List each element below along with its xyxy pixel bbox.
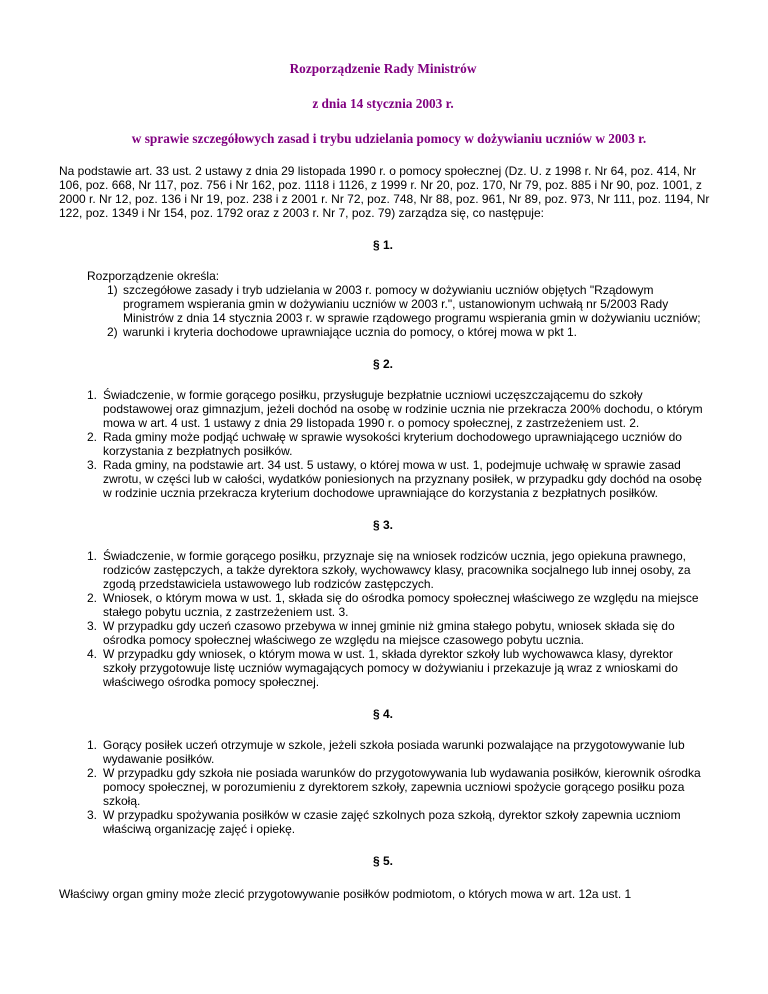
section-4-list xyxy=(59,738,707,836)
list-item xyxy=(87,647,707,689)
section-3-list xyxy=(59,549,707,689)
item-number: 3. xyxy=(87,619,98,633)
list-item xyxy=(107,325,707,339)
section-title-1: § 1. xyxy=(372,238,393,252)
list-item xyxy=(87,808,707,836)
list-item xyxy=(87,591,707,619)
item-number: 1. xyxy=(87,388,98,402)
section-title-4: § 4. xyxy=(372,707,393,721)
item-number: 3. xyxy=(87,458,98,472)
section-title-3: § 3. xyxy=(372,518,393,532)
item-number: 2. xyxy=(87,430,98,444)
section-1-intro: Rozporządzenie określa: xyxy=(87,269,220,283)
document-subject: w sprawie szczegółowych zasad i trybu udzielania pomocy w dożywianiu uczniów w 2003 r. xyxy=(131,131,647,146)
item-number: 3. xyxy=(87,808,98,822)
section-title-5: § 5. xyxy=(372,854,393,868)
item-text: Gorący posiłek uczeń otrzymuje w szkole, jeżeli szkoła posiada warunki pozwalające na przygotowywanie lub wydawanie posiłków. xyxy=(103,738,685,766)
item-text: W przypadku spożywania posiłków w czasie zajęć szkolnych poza szkołą, dyrektor szkoły zapewnia uczniom właściwą organizację zajęć i opiekę. xyxy=(103,808,681,836)
item-text: szczegółowe zasady i tryb udzielania w 2003 r. pomocy w dożywianiu uczniów objętych "Rządowym programem wspierania gmin w dożywianiu uczniów w 2003 r.", ustanowionym uchwałą nr 5/2003 Rady Ministrów z dnia 14 stycznia 2003 r. w sprawie rządowego programu wspierania gmin w dożywianiu uczniów; xyxy=(123,283,701,325)
item-number: 1. xyxy=(87,738,98,752)
item-number: 1) xyxy=(107,283,118,297)
item-text: warunki i kryteria dochodowe uprawniające ucznia do pomocy, o której mowa w pkt 1. xyxy=(123,325,577,339)
list-item xyxy=(107,283,707,325)
preamble: Na podstawie art. 33 ust. 2 ustawy z dnia 29 listopada 1990 r. o pomocy społecznej (Dz. U. z 1998 r. Nr 64, poz. 414, Nr 106, poz. 668, Nr 117, poz. 756 i Nr 162, poz. 1118 i 1126, z 1999 r. Nr 20, poz. 170, Nr 79, poz. 885 i Nr 90, poz. 1001, z 2000 r. Nr 12, poz. 136 i Nr 19, poz. 238 i z 2001 r. Nr 72, poz. 748, Nr 88, poz. 961, Nr 89, poz. 973, Nr 111, poz. 1194, Nr 122, poz. 1349 i Nr 154, poz. 1792 oraz z 2003 r. Nr 7, poz. 79) zarządza się, co następuje: xyxy=(59,164,710,220)
item-text: W przypadku gdy szkoła nie posiada warunków do przygotowywania lub wydawania posiłków, kierownik ośrodka pomocy społecznej, w porozumieniu z dyrektorem szkoły, zapewnia uczniowi spożycie gorącego posiłku poza szkołą. xyxy=(103,766,701,808)
item-text: Wniosek, o którym mowa w ust. 1, składa się do ośrodka pomocy społecznej właściwego ze względu na miejsce stałego pobytu ucznia, z zastrzeżeniem ust. 3. xyxy=(103,591,699,619)
list-item xyxy=(87,619,707,647)
item-number: 1. xyxy=(87,549,98,563)
item-text: Świadczenie, w formie gorącego posiłku, przysługuje bezpłatnie uczniowi uczęszczającemu do szkoły podstawowej oraz gimnazjum, jeżeli dochód na osobę w rodzinie ucznia nie przekracza 200% dochodu, o którym mowa w art. 4 ust. 1 ustawy z dnia 29 listopada 1990 r. o pomocy społecznej, z zastrzeżeniem ust. 2. xyxy=(103,388,703,430)
item-text: Rada gminy może podjąć uchwałę w sprawie wysokości kryterium dochodowego uprawniającego uczniów do korzystania z bezpłatnych posiłków. xyxy=(103,430,682,458)
item-text: W przypadku gdy uczeń czasowo przebywa w innej gminie niż gmina stałego pobytu, wniosek składa się do ośrodka pomocy społecznej właściwego ze względu na miejsce czasowego pobytu ucznia. xyxy=(103,619,675,647)
item-text: Świadczenie, w formie gorącego posiłku, przyznaje się na wniosek rodziców ucznia, jego opiekuna prawnego, rodziców zastępczych, a także dyrektora szkoły, wychowawcy klasy, pracownika socjalnego lub innej osoby, za zgodą przedstawiciela ustawowego lub rodziców zastępczych. xyxy=(103,549,691,591)
document-date: z dnia 14 stycznia 2003 r. xyxy=(312,96,454,111)
item-number: 2. xyxy=(87,591,98,605)
list-item xyxy=(87,738,707,766)
section-1-list xyxy=(59,283,707,339)
list-item xyxy=(87,549,707,591)
item-text: W przypadku gdy wniosek, o którym mowa w ust. 1, składa dyrektor szkoły lub wychowawca klasy, dyrektor szkoły przygotowuje listę uczniów wymagających pomocy w dożywianiu i przekazuje ją wraz z wnioskami do właściwego ośrodka pomocy społecznej. xyxy=(103,647,678,689)
list-item xyxy=(87,458,707,500)
document-title: Rozporządzenie Rady Ministrów xyxy=(289,61,477,76)
item-number: 4. xyxy=(87,647,98,661)
section-2-list xyxy=(59,388,707,500)
list-item xyxy=(87,766,707,808)
item-text: Rada gminy, na podstawie art. 34 ust. 5 ustawy, o której mowa w ust. 1, podejmuje uchwałę w sprawie zasad zwrotu, w części lub w całości, wydatków poniesionych na przyznany posiłek, w przypadku gdy dochód na osobę w rodzinie ucznia przekracza kryterium dochodowe uprawniające do korzystania z bezpłatnych posiłków. xyxy=(103,458,702,500)
item-number: 2) xyxy=(107,325,118,339)
list-item xyxy=(87,388,707,430)
list-item xyxy=(87,430,707,458)
item-number: 2. xyxy=(87,766,98,780)
section-5-text: Właściwy organ gminy może zlecić przygotowywanie posiłków podmiotom, o których mowa w art. 12a ust. 1 xyxy=(59,887,632,901)
section-title-2: § 2. xyxy=(372,357,393,371)
